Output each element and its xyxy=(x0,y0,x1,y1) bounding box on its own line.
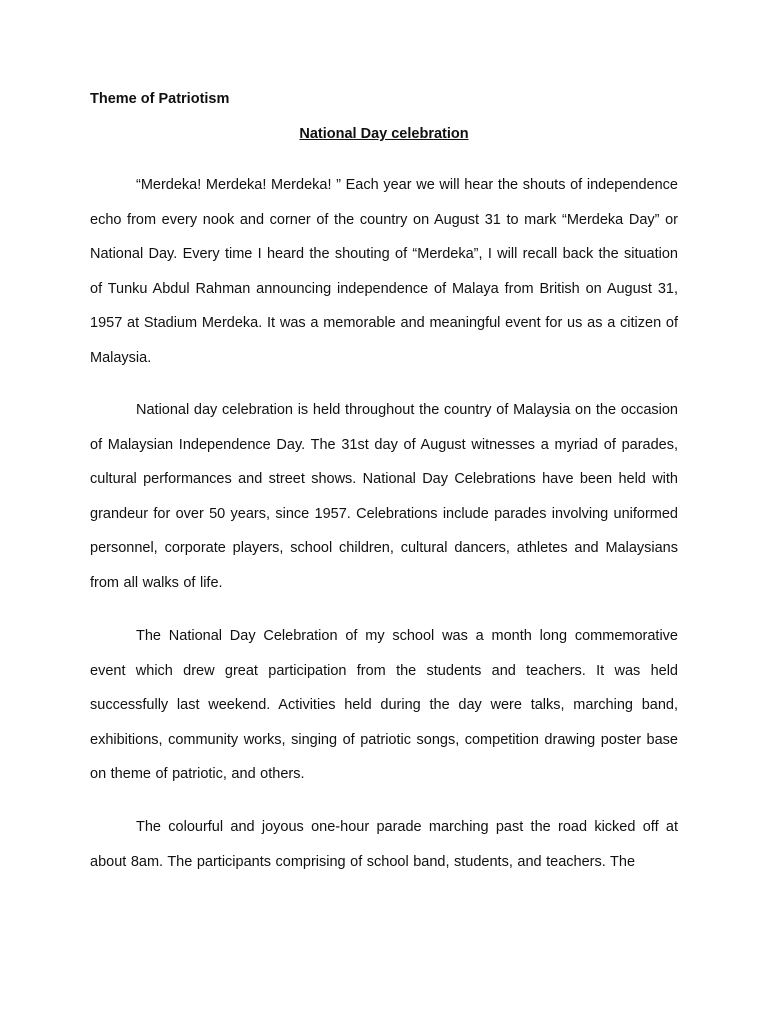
section-label: Theme of Patriotism xyxy=(90,91,230,107)
document-title-text: National Day celebration xyxy=(299,126,469,142)
paragraph-merdeka: “Merdeka! Merdeka! Merdeka! ” Each year we will hear the shouts of independence echo from every nook and corner of the country on August 31 to mark “Merdeka Day” or National Day. Every time I heard the shouting of “Merdeka”, I will recall back the situation of Tunku Abdul Rahman announcing independence of Malaya from British on August 31, 1957 at Stadium Merdeka. It was a memorable and meaningful event for us as a citizen of Malaysia. xyxy=(90,177,678,366)
paragraph-parade: The colourful and joyous one-hour parade marching past the road kicked off at about 8am. The participants comprising of school band, students, and teachers. The xyxy=(90,819,678,870)
document-title xyxy=(0,125,768,143)
paragraph-national-day: National day celebration is held throughout the country of Malaysia on the occasion of Malaysian Independence Day. The 31st day of August witnesses a myriad of parades, cultural performances and street shows. National Day Celebrations have been held with grandeur for over 50 years, since 1957. Celebrations include parades involving uniformed personnel, corporate players, school children, cultural dancers, athletes and Malaysians from all walks of life. xyxy=(90,402,678,591)
paragraph-school-celebration: The National Day Celebration of my school was a month long commemorative event which drew great participation from the students and teachers. It was held successfully last weekend. Activities held during the day were talks, marching band, exhibitions, community works, singing of patriotic songs, competition drawing poster base on theme of patriotic, and others. xyxy=(90,628,678,783)
